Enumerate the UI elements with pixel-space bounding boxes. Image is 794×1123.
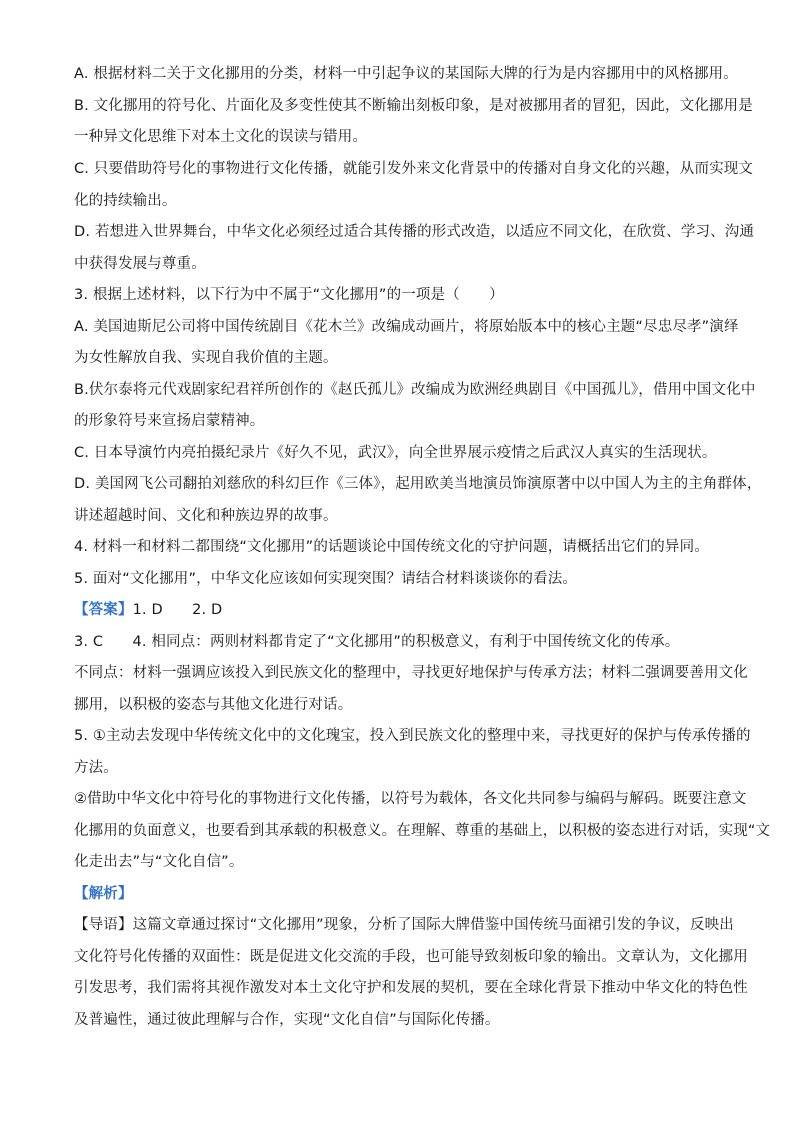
option-c-3: C. 日本导演竹内亮拍摄纪录片《好久不见，武汉》，向全世界展示疫情之后武汉人真实的生活现状。 [74,445,717,461]
answer-5-line4: 化挪用的负面意义，也要看到其承载的积极意义。在理解、尊重的基础上，以积极的姿态进行对话，实现“文 [74,823,771,839]
analysis-heading [74,884,734,904]
option-d-2-line1: D. 若想进入世界舞台，中华文化必须经过适合其传播的形式改造，以适应不同文化，在欣赏、学习、沟通 [74,224,755,240]
option-b-2-line2: 一种异文化思维下对本土文化的误读与错用。 [74,129,367,145]
question-3: 3. 根据上述材料，以下行为中不属于“文化挪用”的一项是（ ） [74,287,504,303]
analysis-tag: 【解析】 [74,886,133,902]
answer-tag: 【答案】 [74,602,133,618]
answer-4-line3: 挪用，以积极的姿态与其他文化进行对话。 [74,697,353,713]
option-b-3-line1: B.伏尔泰将元代戏剧家纪君祥所创作的《赵氏孤儿》改编成为欧洲经典剧目《中国孤儿》，借用中国文化中 [74,382,756,398]
guide-tag: 【导语】 [74,917,133,933]
guide-text-1: 这篇文章通过探讨“文化挪用”现象，分析了国际大牌借鉴中国传统马面裙引发的争议，反映出 [132,917,734,933]
option-d-2-line2: 中获得发展与尊重。 [74,256,206,272]
option-c-2-line1: C. 只要借助符号化的事物进行文化传播，就能引发外来文化背景中的传播对自身文化的兴趣，从而实现文 [74,161,754,177]
answer-5-line1: 5. ①主动去发现中华传统文化中的文化瑰宝，投入到民族文化的整理中来，寻找更好的保护与传承传播的 [74,728,751,744]
guide-line-3: 引发思考，我们需将其视作激发对本土文化守护和发展的契机，要在全球化背景下推动中华文化的特色性 [74,980,748,996]
answer-5-line5: 化走出去”与“文化自信”。 [74,854,244,870]
option-b-2-line1: B. 文化挪用的符号化、片面化及多变性使其不断输出刻板印象，是对被挪用者的冒犯，因此，文化挪用是 [74,98,753,114]
question-5: 5. 面对“文化挪用”，中华文化应该如何实现突围？请结合材料谈谈你的看法。 [74,571,578,587]
option-a-3-line2: 为女性解放自我、实现自我价值的主题。 [74,350,338,366]
answer-4-line2: 不同点：材料一强调应该投入到民族文化的整理中，寻找更好地保护与传承方法；材料二强调要善用文化 [74,665,748,681]
option-d-3-line2: 讲述超越时间、文化和种族边界的故事。 [74,508,338,524]
guide-line-4: 及普遍性，通过彼此理解与合作，实现“文化自信”与国际化传播。 [74,1012,500,1028]
answer-line-1 [74,600,734,620]
answer-1-2: 1. D 2. D [132,602,223,618]
guide-line-2: 文化符号化传播的双面性：既是促进文化交流的手段，也可能导致刻板印象的输出。文章认为，文化挪用 [74,949,748,965]
answer-5-line2: 方法。 [74,760,118,776]
option-d-3-line1: D. 美国网飞公司翻拍刘慈欣的科幻巨作《三体》，起用欧美当地演员饰演原著中以中国人为主的主角群体， [74,476,762,492]
option-a-3-line1: A. 美国迪斯尼公司将中国传统剧目《花木兰》改编成动画片，将原始版本中的核心主题“尽忠尽孝”演绎 [74,319,739,335]
option-a-2: A. 根据材料二关于文化挪用的分类，材料一中引起争议的某国际大牌的行为是内容挪用中的风格挪用。 [74,66,738,82]
answer-5-line3: ②借助中华文化中符号化的事物进行文化传播，以符号为载体，各文化共同参与编码与解码。既要注意文 [74,791,747,807]
option-c-2-line2: 化的持续输出。 [74,193,177,209]
guide-line-1 [74,915,734,935]
answer-3-4-line1: 3. C 4. 相同点：两则材料都肯定了“文化挪用”的积极意义，有利于中国传统文化的传承。 [74,634,680,650]
question-4: 4. 材料一和材料二都围绕“文化挪用”的话题谈论中国传统文化的守护问题，请概括出它们的异同。 [74,539,709,555]
option-b-3-line2: 的形象符号来宣扬启蒙精神。 [74,413,265,429]
